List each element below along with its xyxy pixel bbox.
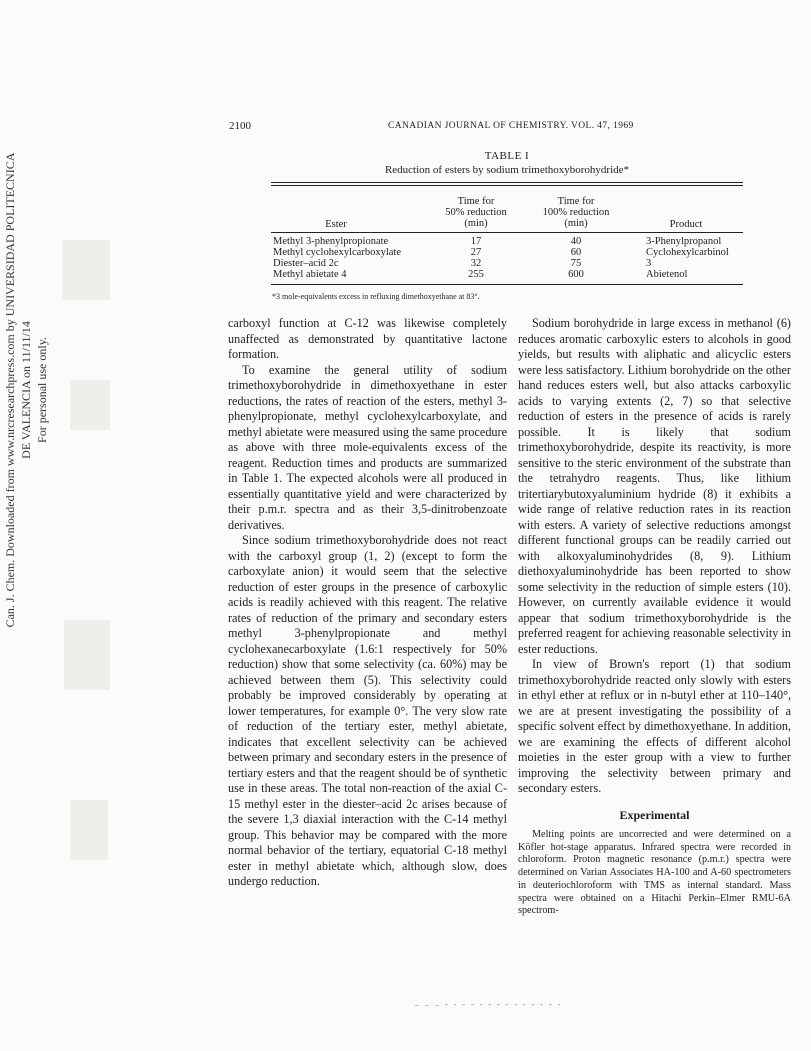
table-cell-t50: 32 [470,258,482,269]
header-ester: Ester [325,219,347,230]
table-cell-product: Cyclohexylcarbinol [646,247,729,258]
header-time-50-line2: 50% reduction [445,207,507,218]
table-cell-ester: Diester–acid 2c [273,258,339,269]
table-title: TABLE I [484,150,530,162]
right-column [518,316,791,918]
table-top-rule-2 [271,185,743,186]
table-cell-ester: Methyl 3-phenylpropionate [273,236,389,247]
table-cell-t100: 60 [570,247,582,258]
table-cell-product: 3-Phenylpropanol [646,236,722,247]
header-time-50 [420,196,532,229]
table-cell-product: Abietenol [646,269,688,280]
header-time-100-line3: (min) [564,218,588,229]
table-cell-t50: 255 [468,269,484,280]
left-paragraph-2: To examine the general utility of sodium trimethoxyborohydride in dimethoxyethane in ester reductions, the rates of reaction of the esters, methyl 3-phenylpropionate, methyl cyclohexylcarboxylate, and methyl abietate were measured using the same procedure as above with three mole-equivalents excess of the reagent. Reduction times and products are summarized in Table 1. The expected alcohols were all produced in essentially quantitative yield and were characterized by their p.m.r. spectra and as their 3,5-dinitrobenzoate derivatives. [228,362,507,532]
scan-noise [64,620,110,690]
table-cell-t100: 600 [568,269,584,280]
table-cell-product: 3 [646,258,652,269]
left-paragraph-3: Since sodium trimethoxyborohydride does not react with the carboxyl group (1, 2) (except to form the carboxylate anion) it would seem that the selective reduction of ester groups in the presence of carboxylic acids is readily achieved with this reagent. The relative rates of reduction of the primary and secondary esters methyl 3-phenylpropionate and methyl cyclohexanecarboxylate (1.6:1 respectively for 50% reduction) show that some selectivity (ca. 60%) may be achieved between them (5). This selectivity could probably be improved considerably by operating at lower temperatures, for example 0°. The very slow rate of reduction of the tertiary ester, methyl abietate, indicates that excellent selectivity can be achieved between primary and secondary esters in the presence of tertiary esters and that the reagent should be of synthetic use in these areas. The total non-reaction of the axial C-15 methyl ester in the diester–acid 2c arises because of the severe 1,3 diaxial interaction with the C-14 methyl group. This behavior may be compared with the more normal behavior of the tertiary, equatorial C-18 methyl ester in methyl abietate which, although slow, does undergo reduction. [228,533,507,888]
table-cell-t100: 75 [570,258,582,269]
download-notice-line1: Can. J. Chem. Downloaded from www.nrcresearchpress.com by UNIVERSIDAD POLITECNICA DE VALENCIA on 11/11/14 [3,152,33,628]
header-time-100-line2: 100% reduction [542,207,610,218]
header-time-100 [520,196,632,229]
table-cell-ester: Methyl cyclohexylcarboxylate [273,247,401,258]
header-product: Product [669,219,703,230]
table-cell-t50: 17 [470,236,482,247]
table-bottom-rule [271,284,743,285]
download-notice-line2: For personal use only. [35,337,49,443]
scan-noise [70,380,110,430]
header-time-100-line1: Time for [557,196,595,207]
right-paragraph-2: In view of Brown's report (1) that sodium trimethoxyborohydride reacted only slowly with esters in ethyl ether at reflux or in n-butyl ether at 110–140°, we are at present investigating the possibility of a specific solvent effect by dimethoxyethane. In addition, we are examining the effects of different alcohol moieties in the ester group with a view to further improving the selectivity between primary and secondary esters. [518,657,791,795]
running-head: CANADIAN JOURNAL OF CHEMISTRY. VOL. 47, 1969 [388,121,634,131]
experimental-paragraph: Melting points are uncorrected and were determined on a Köfler hot-stage apparatus. Infrared spectra were recorded in chloroform. Proton magnetic resonance (p.m.r.) spectra were determined on Varian Associates HA-100 and A-60 spectrometers in deuteriochloroform with TMS as internal standard. Mass spectra were obtained on a Hitachi Perkin–Elmer RMU-6A spectrom- [518,829,791,917]
scan-artifact: – – – - - - - - - - - - - - - - - [415,1000,563,1009]
table-top-rule [271,182,743,183]
table-header-rule [271,232,743,233]
download-notice [2,150,49,630]
table-caption: Reduction of esters by sodium trimethoxyborohydride* [384,164,630,176]
scan-noise [70,800,108,860]
header-time-50-line3: (min) [464,218,488,229]
right-paragraph-1: Sodium borohydride in large excess in methanol (6) reduces aromatic carboxylic esters to alcohols in good yields, but results with aliphatic and alicyclic esters were less satisfactory. Lithium borohydride on the other hand reduces esters well, but also attacks carboxylic acids to varying extents (2, 7) so that selective reduction of esters in the presence of acids is rarely possible. It is likely that sodium trimethoxyborohydride, despite its reactivity, is more sensitive to the steric environment of the substrate than the tetrahydro reagents. Thus, like lithium tritertiarybutoxyaluminium hydride (8) it exhibits a wide range of relative reduction rates in its reaction with esters. A variety of selective reductions amongst different functional groups can be readily carried out with alkoxyaluminohydrides (8, 9). Lithium diethoxyaluminohydride has been reported to show some selectivity in the reduction of simple esters (10). However, on currently available evidence it would appear that sodium trimethoxyborohydride is the preferred reagent for achieving reasonable selectivity in ester reductions. [518,316,791,656]
page-number: 2100 [229,120,251,132]
header-time-50-line1: Time for [457,196,495,207]
left-paragraph-1: carboxyl function at C-12 was likewise completely unaffected as demonstrated by quantitative lactone formation. [228,316,507,361]
table-cell-t100: 40 [570,236,582,247]
left-column [228,316,507,890]
table-cell-t50: 27 [470,247,482,258]
experimental-heading: Experimental [619,807,690,822]
table-cell-ester: Methyl abietate 4 [273,269,347,280]
table-footnote: *3 mole-equivalents excess in refluxing dimethoxyethane at 83°. [272,292,480,301]
scan-noise [62,240,110,300]
